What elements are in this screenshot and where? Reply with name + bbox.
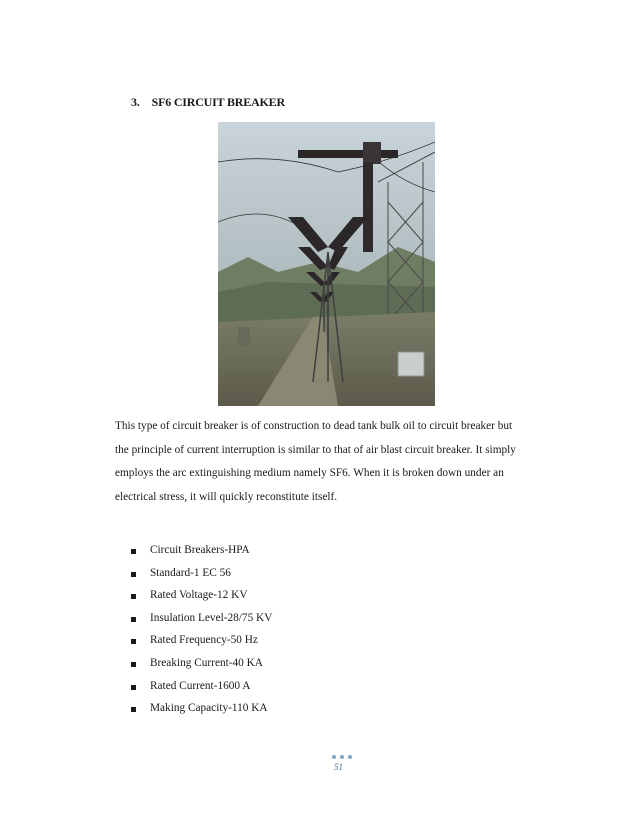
square-bullet-icon (131, 662, 136, 667)
paragraph-line: electrical stress, it will quickly reconstitute itself. (115, 490, 338, 503)
section-number: 3. (131, 95, 140, 109)
list-item: Making Capacity-110 KA (131, 702, 272, 725)
section-heading (131, 95, 285, 110)
square-bullet-icon (131, 594, 136, 599)
square-bullet-icon (131, 572, 136, 577)
description-paragraph (115, 415, 545, 509)
square-bullet-icon (131, 685, 136, 690)
list-item: Breaking Current-40 KA (131, 657, 272, 680)
list-item: Rated Voltage-12 KV (131, 589, 272, 612)
list-item: Rated Frequency-50 Hz (131, 634, 272, 657)
square-bullet-icon (131, 617, 136, 622)
list-item: Circuit Breakers-HPA (131, 544, 272, 567)
specifications-list (131, 544, 272, 725)
paragraph-line: the principle of current interruption is similar to that of air blast circuit breaker. It simply (115, 443, 516, 456)
square-bullet-icon (131, 549, 136, 554)
list-item: Standard-1 EC 56 (131, 567, 272, 590)
footer-dots-icon (332, 755, 352, 759)
square-bullet-icon (131, 639, 136, 644)
square-bullet-icon (131, 707, 136, 712)
paragraph-line: employs the arc extinguishing medium namely SF6. When it is broken down under an (115, 467, 504, 480)
circuit-breaker-photo (218, 122, 435, 406)
paragraph-line: This type of circuit breaker is of construction to dead tank bulk oil to circuit breaker but (115, 420, 513, 432)
page-number: 51 (334, 762, 343, 772)
section-title: SF6 CIRCUIT BREAKER (151, 95, 285, 109)
list-item: Insulation Level-28/75 KV (131, 612, 272, 635)
list-item: Rated Current-1600 A (131, 680, 272, 703)
